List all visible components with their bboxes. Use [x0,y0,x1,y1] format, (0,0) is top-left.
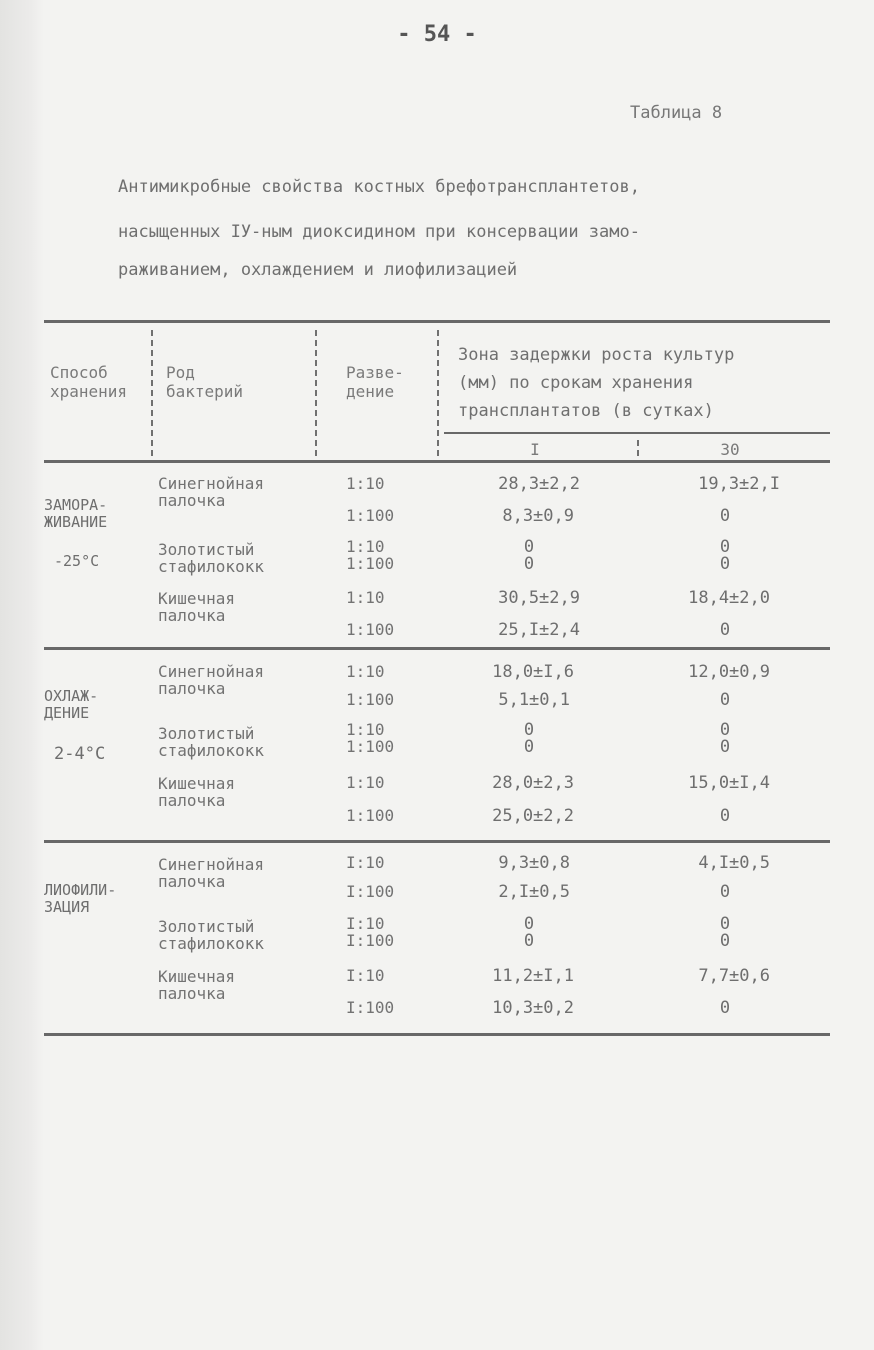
method-freezing-temp: -25°C [54,552,100,570]
header-day-30: 30 [720,440,740,459]
method-cooling-temp: 2-4°C [54,744,106,764]
bacteria-name: Синегнойная палочка [158,662,264,698]
bacteria-name: Кишечная палочка [158,589,236,625]
value-day30: 0 [719,931,731,951]
value-day1: 28,0±2,3 [492,773,574,793]
dilution-cell: I:10 [346,914,385,933]
header-method: Способ хранения [50,363,128,401]
zone-subheader-rule [444,432,830,434]
dilution-cell: I:10 [346,853,385,872]
dilution-cell: 1:100 [346,806,395,825]
value-day1: 30,5±2,9 [498,588,580,608]
value-day30: 0 [719,806,731,826]
method-cooling: ОХЛАЖ- ДЕНИЕ [44,687,99,722]
header-day-1: I [530,440,540,459]
caption-line-3: раживанием, охлаждением и лиофилизацией [118,260,518,280]
dilution-cell: 1:10 [346,537,385,556]
group-separator-2 [44,840,830,843]
caption-line-2: насыщенных IУ-ным диоксидином при консервации замо- [118,222,640,242]
header-zone: Зона задержки роста культур (мм) по срокам хранения трансплантатов (в сутках) [458,345,735,421]
method-lyophilization: ЛИОФИЛИ- ЗАЦИЯ [44,881,117,916]
value-day30: 0 [719,914,731,934]
dilution-cell: 1:100 [346,737,395,756]
value-day1: 8,3±0,9 [502,506,574,526]
value-day30: 18,4±2,0 [688,588,770,608]
bacteria-name: Золотистый стафилококк [158,917,264,953]
bacteria-name: Золотистый стафилококк [158,724,264,760]
value-day1: 10,3±0,2 [492,998,574,1018]
page-margin [0,0,44,1350]
dilution-cell: 1:10 [346,720,385,739]
value-day30: 0 [719,506,731,526]
value-day1: 0 [523,931,535,951]
value-day30: 7,7±0,6 [698,966,770,986]
table-label: Таблица 8 [630,103,723,123]
bacteria-name: Кишечная палочка [158,774,236,810]
header-col-sep-4 [637,440,639,456]
value-day30: 0 [719,537,731,557]
value-day30: 12,0±0,9 [688,662,770,682]
bacteria-name: Кишечная палочка [158,967,236,1003]
dilution-cell: 1:100 [346,554,395,573]
bacteria-name: Золотистый стафилококк [158,540,264,576]
table-top-rule [44,320,830,323]
value-day30: 0 [719,554,731,574]
value-day1: 5,1±0,1 [498,690,570,710]
value-day1: 2,I±0,5 [498,882,570,902]
value-day1: 28,3±2,2 [498,474,580,494]
value-day30: 0 [719,620,731,640]
header-dilution: Разве- дение [346,363,404,401]
value-day30: 0 [719,882,731,902]
value-day1: 25,0±2,2 [492,806,574,826]
value-day1: 0 [523,537,535,557]
value-day1: 25,I±2,4 [498,620,580,640]
header-col-sep-2 [315,330,317,456]
header-bottom-rule [44,460,830,463]
caption-line-1: Антимикробные свойства костных брефотрансплантетов, [118,177,640,197]
value-day1: 0 [523,914,535,934]
value-day30: 0 [719,998,731,1018]
value-day30: 15,0±I,4 [688,773,770,793]
value-day1: 11,2±I,1 [492,966,574,986]
value-day30: 0 [719,737,731,757]
method-freezing: ЗАМОРА- ЖИВАНИЕ [44,496,108,531]
value-day1: 0 [523,554,535,574]
bacteria-name: Синегнойная палочка [158,474,264,510]
value-day30: 19,3±2,I [698,474,780,494]
dilution-cell: 1:10 [346,773,385,792]
value-day30: 0 [719,720,731,740]
bacteria-name: Синегнойная палочка [158,855,264,891]
dilution-cell: 1:10 [346,662,385,681]
dilution-cell: I:100 [346,931,395,950]
value-day30: 0 [719,690,731,710]
value-day30: 4,I±0,5 [698,853,770,873]
dilution-cell: 1:10 [346,474,385,493]
table-bottom-rule [44,1033,830,1036]
page-number: - 54 - [397,22,477,47]
value-day1: 18,0±I,6 [492,662,574,682]
value-day1: 0 [523,720,535,740]
dilution-cell: I:100 [346,998,395,1017]
header-col-sep-3 [437,330,439,456]
dilution-cell: 1:10 [346,588,385,607]
group-separator-1 [44,647,830,650]
value-day1: 9,3±0,8 [498,853,570,873]
value-day1: 0 [523,737,535,757]
dilution-cell: 1:100 [346,620,395,639]
header-bacteria: Род бактерий [166,363,244,401]
dilution-cell: I:100 [346,882,395,901]
dilution-cell: 1:100 [346,690,395,709]
dilution-cell: I:10 [346,966,385,985]
header-col-sep-1 [151,330,153,456]
dilution-cell: 1:100 [346,506,395,525]
